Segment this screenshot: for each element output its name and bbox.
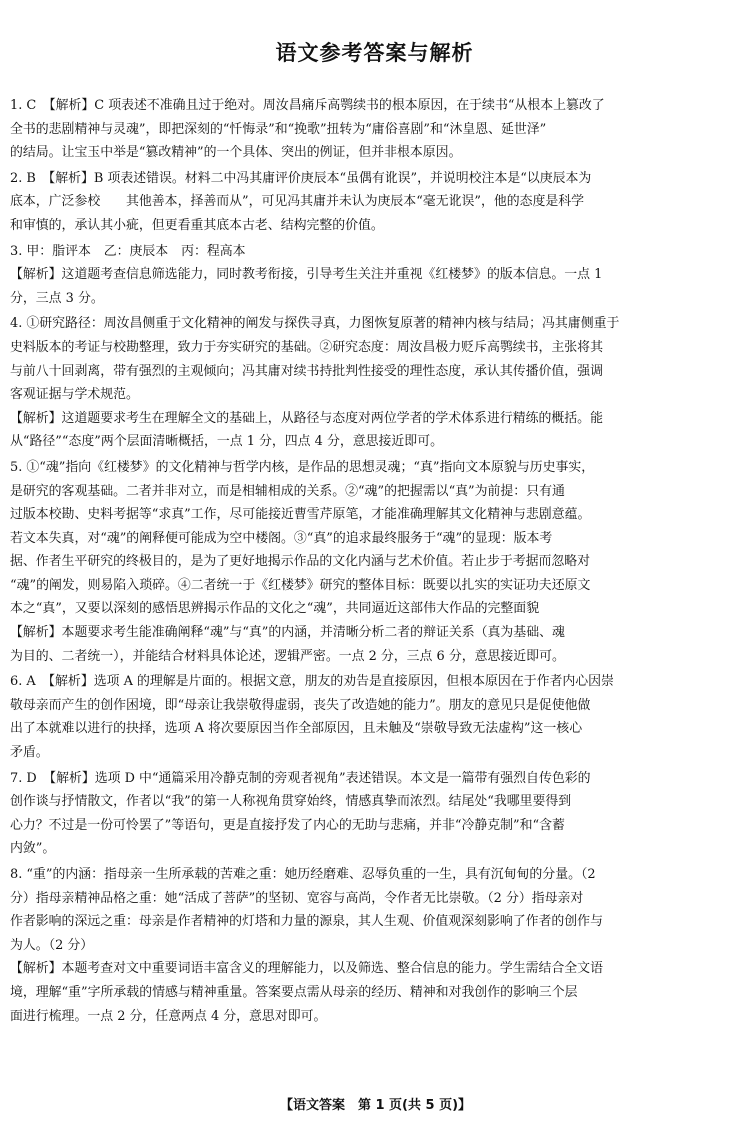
answer-item [10, 863, 739, 1028]
answer-line: 若文本失真，对“魂”的阐释便可能成为空中楼阁。③“真”的追求最终服务于“魂”的显现：版本考 [10, 530, 553, 546]
answer-line: 作者影响的深远之重：母亲是作者精神的灯塔和力量的源泉，其人生观、价值观深刻影响了作者的创作与 [10, 914, 603, 930]
answer-line: 的结局。让宝玉中举是“篡改精神”的一个具体、突出的例证，但并非根本原因。 [10, 145, 462, 161]
answer-line: 面进行梳理。一点 2 分，任意两点 4 分，意思对即可。 [10, 1008, 327, 1024]
answer-line: “魂”的阐发，则易陷入琐碎。④二者统一于《红楼梦》研究的整体目标：既要以扎实的实证功夫还原文 [10, 577, 591, 593]
answer-line: 全书的悲剧精神与灵魂”，即把深刻的“忏悔录”和“挽歌”扭转为“庸俗喜剧”和“沐皇恩、延世泽” [10, 121, 547, 137]
answer-line: 和审慎的，承认其小疵，但更看重其底本古老、结构完整的价值。 [10, 217, 384, 233]
answer-line: 8. “重”的内涵：指母亲一生所承载的苦难之重：她历经磨难、忍辱负重的一生，具有沉甸甸的分量。（2 [10, 867, 596, 882]
answer-line: 过版本校勘、史料考据等“求真”工作，尽可能接近曹雪芹原笔，才能准确理解其文化精神与悲剧意蕴。 [10, 507, 591, 523]
answer-line: 据、作者生平研究的终极目的，是为了更好地揭示作品的文化内涵与艺术价值。若止步于考据而忽略对 [10, 554, 591, 570]
answer-line: 是研究的客观基础。二者并非对立，而是相辅相成的关系。②“魂”的把握需以“真”为前提：只有通 [10, 483, 565, 499]
answer-list [10, 94, 739, 1028]
answer-line: 分）指母亲精神品格之重：她“活成了菩萨”的坚韧、宽容与高尚，令作者无比崇敬。（2 分）指母亲对 [10, 890, 584, 906]
answer-line: 内敛”。 [10, 841, 56, 857]
answer-line: 为人。（2 分） [10, 937, 94, 953]
page-footer: 【语文答案 第 1 页(共 5 页)】 [279, 1098, 472, 1113]
answer-line: 创作谈与抒情散文，作者以“我”的第一人称视角贯穿始终，情感真挚而浓烈。结尾处“我哪里要得到 [10, 794, 572, 810]
answer-line: 为目的、二者统一），并能结合材料具体论述，逻辑严密。一点 2 分，三点 6 分，意思接近即可。 [10, 648, 565, 664]
answer-item [10, 167, 739, 238]
answer-item [10, 240, 739, 311]
answer-line: 境，理解“重”字所承载的情感与精神重量。答案要点需从母亲的经历、精神和对我创作的影响三个层 [10, 984, 578, 1000]
answer-line: 【解析】本题考查对文中重要词语丰富含义的理解能力，以及筛选、整合信息的能力。学生需结合全文语 [10, 961, 603, 977]
answer-item [10, 767, 739, 861]
answer-line: 6. A 【解析】选项 A 的理解是片面的。根据文意，朋友的劝告是直接原因，但根本原因在于作者内心因崇 [10, 674, 614, 690]
answer-line: 本之“真”，又要以深刻的感悟思辨揭示作品的文化之“魂”，共同逼近这部伟大作品的完整面貌 [10, 601, 540, 617]
answer-item [10, 312, 739, 454]
answer-line: 心力？不过是一份可怜罢了”等语句，更是直接抒发了内心的无助与悲痛，并非“冷静克制”和“含蓄 [10, 817, 565, 833]
answer-line: 5. ①“魂”指向《红楼梦》的文化精神与哲学内核，是作品的思想灵魂；“真”指向文本原貌与历史事实， [10, 459, 595, 475]
answer-line: 与前八十回剥离，带有强烈的主观倾向；冯其庸对续书持批判性接受的理性态度，承认其传播价值，强调 [10, 363, 603, 379]
answer-item [10, 94, 739, 165]
answer-line: 矛盾。 [10, 745, 49, 761]
answer-line: 史料版本的考证与校勘整理，致力于夯实研究的基础。②研究态度：周汝昌极力贬斥高鹗续书，主张将其 [10, 339, 603, 355]
answer-line: 7. D 【解析】选项 D 中“通篇采用冷静克制的旁观者视角”表述错误。本文是一篇带有强烈自传色彩的 [10, 770, 591, 786]
page-title: 语文参考答案与解析 [275, 41, 474, 65]
answer-item [10, 456, 739, 668]
answer-line: 从“路径”“态度”两个层面清晰概括，一点 1 分，四点 4 分，意思接近即可。 [10, 434, 443, 450]
answer-line: 【解析】本题要求考生能准确阐释“魂”与“真”的内涵，并清晰分析二者的辩证关系（真为基础、魂 [10, 625, 565, 641]
answer-line: 【解析】这道题要求考生在理解全文的基础上，从路径与态度对两位学者的学术体系进行精练的概括。能 [10, 410, 603, 426]
answer-line: 1. C 【解析】C 项表述不准确且过于绝对。周汝昌痛斥高鹗续书的根本原因，在于续书“从根本上篡改了 [10, 98, 605, 113]
answer-line: 【解析】这道题考查信息筛选能力，同时教考衔接，引导考生关注并重视《红楼梦》的版本信息。一点 1 [10, 267, 603, 283]
answer-line: 敬母亲而产生的创作困境，即“母亲让我崇敬得虚弱，丧失了改造她的能力”。朋友的意见只是促使他做 [10, 697, 591, 713]
answer-line: 客观证据与学术规范。 [10, 387, 139, 403]
answer-line: 分，三点 3 分。 [10, 290, 104, 306]
answer-line: 2. B 【解析】B 项表述错误。材料二中冯其庸评价庚辰本“虽偶有讹误”，并说明校注本是“以庚辰本为 [10, 170, 592, 186]
answer-line: 出了本就难以进行的抉择，选项 A 将次要原因当作全部原因，且未触及“崇敬导致无法虚构”这一核心 [10, 721, 583, 737]
answer-line: 底本，广泛参校 其他善本，择善而从”，可见冯其庸并未认为庚辰本“毫无讹误”，他的态度是科学 [10, 194, 585, 210]
answer-line: 4. ①研究路径：周汝昌侧重于文化精神的阐发与探佚寻真，力图恢复原著的精神内核与结局；冯其庸侧重于 [10, 316, 620, 332]
answer-line: 3. 甲：脂评本 乙：庚辰本 丙：程高本 [10, 243, 246, 259]
answer-item [10, 670, 739, 764]
